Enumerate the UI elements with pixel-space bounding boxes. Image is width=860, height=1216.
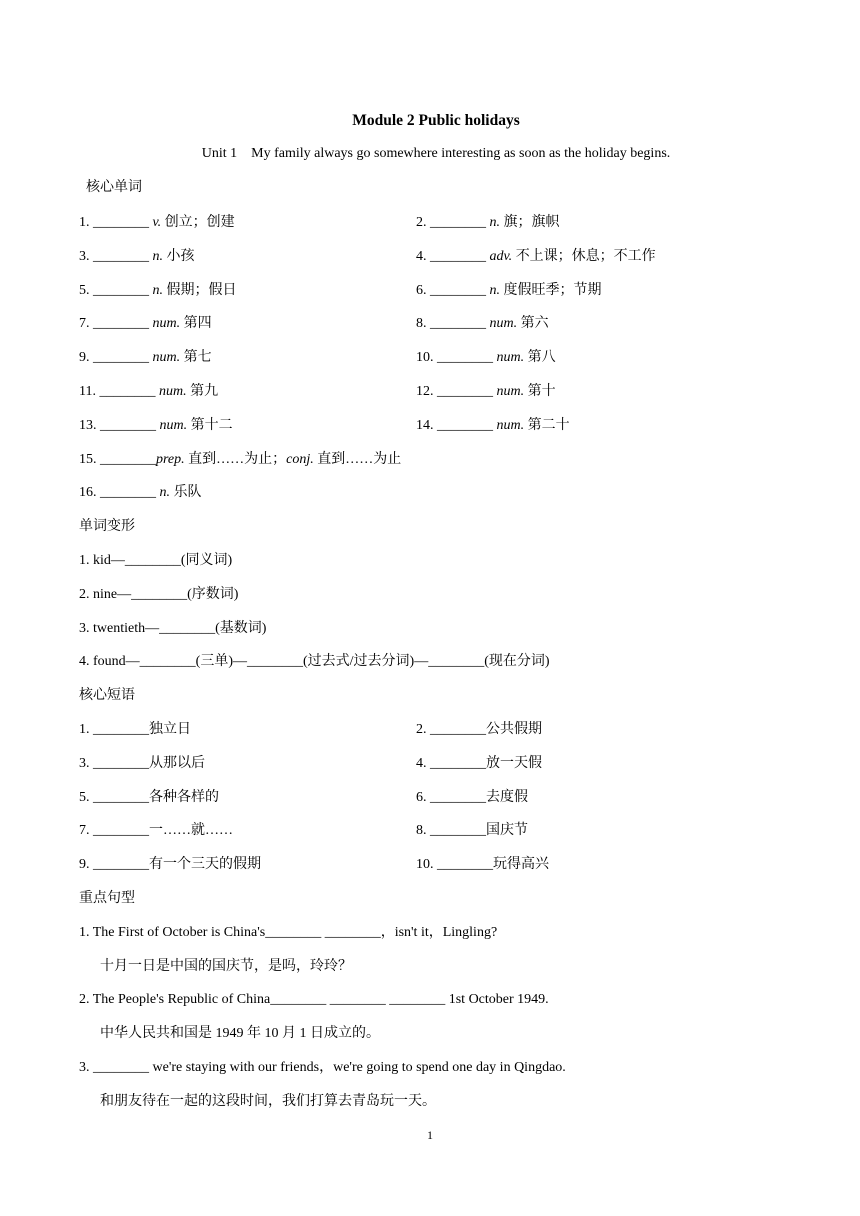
word-item: 6. ________ n. 度假旺季；节期 bbox=[416, 283, 602, 298]
phrase-item: 9. ________有一个三天的假期 bbox=[79, 857, 261, 872]
phrase-item: 6. ________去度假 bbox=[416, 790, 528, 805]
sentence-english: 1. The First of October is China's________ ________，isn't it，Lingling? bbox=[79, 925, 498, 940]
word-form-item: 1. kid—________(同义词) bbox=[79, 553, 233, 568]
section-heading-core-phrases: 核心短语 bbox=[79, 688, 135, 703]
word-item: 1. ________ v. 创立；创建 bbox=[79, 215, 235, 230]
word-form-item: 4. found—________(三单)—________(过去式/过去分词)—________(现在分词) bbox=[79, 654, 550, 669]
word-item: 15. ________prep. 直到……为止；conj. 直到……为止 bbox=[79, 452, 402, 467]
page-number: 1 bbox=[427, 1128, 433, 1142]
phrase-item: 8. ________国庆节 bbox=[416, 823, 528, 838]
phrase-item: 4. ________放一天假 bbox=[416, 756, 542, 771]
phrase-item: 10. ________玩得高兴 bbox=[416, 857, 549, 872]
word-item: 12. ________ num. 第十 bbox=[416, 384, 556, 399]
phrase-item: 2. ________公共假期 bbox=[416, 722, 542, 737]
phrase-item: 1. ________独立日 bbox=[79, 722, 191, 737]
word-item: 5. ________ n. 假期；假日 bbox=[79, 283, 237, 298]
word-item: 2. ________ n. 旗；旗帜 bbox=[416, 215, 560, 230]
word-item: 13. ________ num. 第十二 bbox=[79, 418, 233, 433]
section-heading-word-forms: 单词变形 bbox=[79, 519, 135, 534]
sentence-english: 2. The People's Republic of China________ ________ ________ 1st October 1949. bbox=[79, 992, 549, 1007]
document-title: Module 2 Public holidays bbox=[352, 112, 520, 129]
phrase-item: 7. ________一……就…… bbox=[79, 823, 233, 838]
word-item: 14. ________ num. 第二十 bbox=[416, 418, 570, 433]
word-item: 8. ________ num. 第六 bbox=[416, 316, 549, 331]
word-item: 16. ________ n. 乐队 bbox=[79, 485, 202, 500]
section-heading-core-words: 核心单词 bbox=[86, 180, 142, 195]
word-form-item: 2. nine—________(序数词) bbox=[79, 587, 239, 602]
word-form-item: 3. twentieth—________(基数词) bbox=[79, 621, 267, 636]
phrase-item: 3. ________从那以后 bbox=[79, 756, 205, 771]
word-item: 7. ________ num. 第四 bbox=[79, 316, 212, 331]
sentence-chinese: 和朋友待在一起的这段时间，我们打算去青岛玩一天。 bbox=[100, 1094, 436, 1109]
word-item: 9. ________ num. 第七 bbox=[79, 350, 212, 365]
sentence-english: 3. ________ we're staying with our friends，we're going to spend one day in Qingdao. bbox=[79, 1060, 566, 1075]
phrase-item: 5. ________各种各样的 bbox=[79, 790, 219, 805]
sentence-chinese: 十月一日是中国的国庆节，是吗，玲玲？ bbox=[100, 959, 352, 974]
word-item: 3. ________ n. 小孩 bbox=[79, 249, 195, 264]
document-subtitle: Unit 1 My family always go somewhere interesting as soon as the holiday begins. bbox=[201, 146, 671, 161]
word-item: 11. ________ num. 第九 bbox=[79, 384, 219, 399]
section-heading-key-sentences: 重点句型 bbox=[79, 891, 135, 906]
word-item: 10. ________ num. 第八 bbox=[416, 350, 556, 365]
word-item: 4. ________ adv. 不上课；休息；不工作 bbox=[416, 249, 656, 264]
sentence-chinese: 中华人民共和国是 1949 年 10 月 1 日成立的。 bbox=[100, 1026, 380, 1041]
